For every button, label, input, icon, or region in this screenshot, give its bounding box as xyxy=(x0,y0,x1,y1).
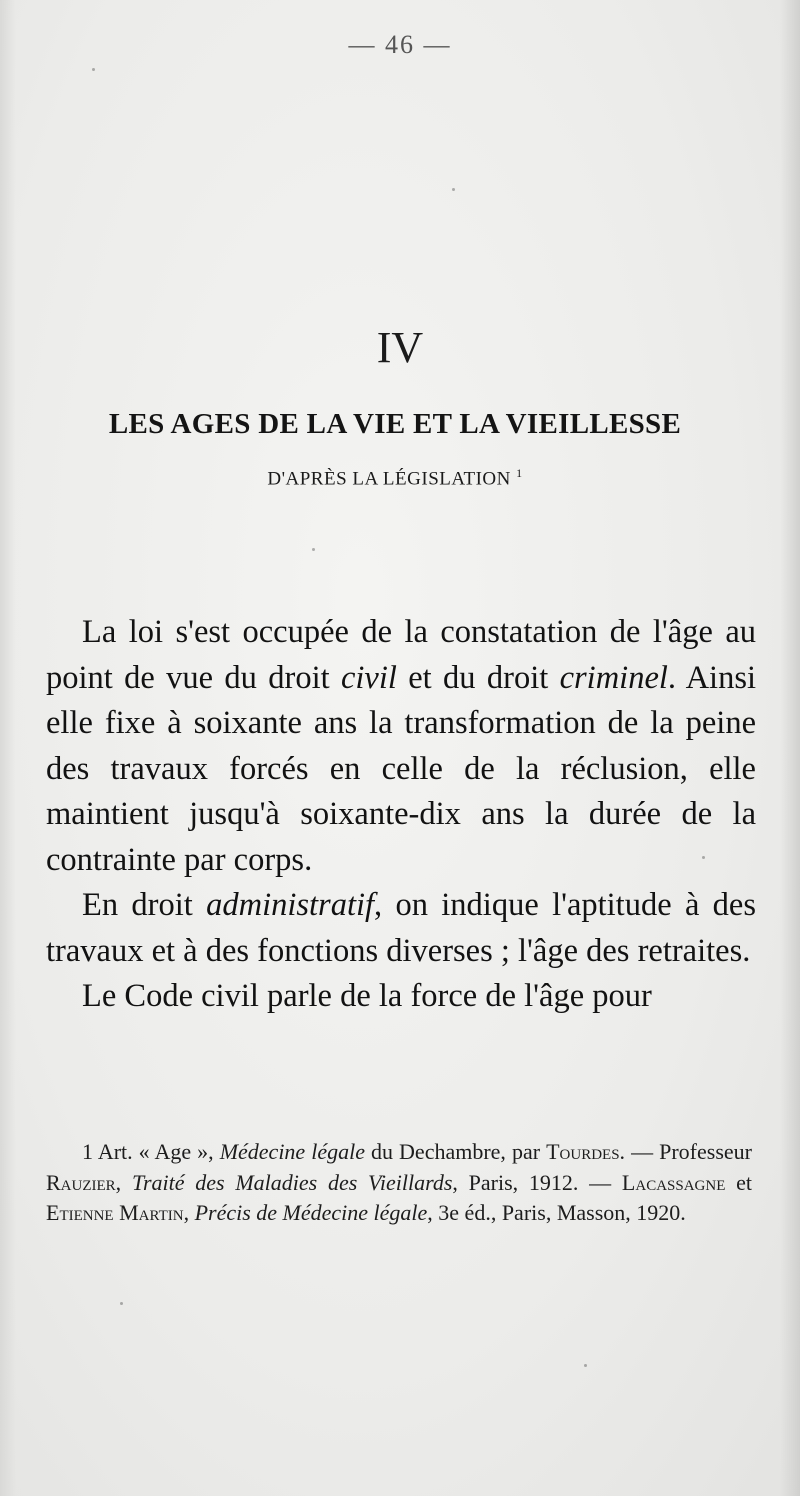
body-paragraph xyxy=(46,610,756,883)
italic-term: civil xyxy=(340,659,397,696)
text-run: . Ainsi elle fixe à soixante ans la transformation de la peine des travaux forcés en celle de la réclusion, elle maintient jusqu'à soixante-dix ans la durée de la contrainte par corps. xyxy=(46,659,756,878)
footnote xyxy=(46,1137,752,1229)
work-title: Médecine légale xyxy=(219,1139,365,1164)
text-run: du Dechambre, par xyxy=(364,1139,547,1164)
body-paragraph xyxy=(46,974,756,1020)
body-text xyxy=(46,610,756,1020)
work-title: Précis de Médecine légale xyxy=(194,1200,428,1225)
author-name: Tourdes xyxy=(546,1139,620,1164)
text-run: 1 Art. « Age », xyxy=(82,1139,220,1164)
text-run: et du droit xyxy=(396,659,560,696)
author-name: Lacassagne xyxy=(621,1169,726,1195)
page-left-shadow xyxy=(0,0,16,1496)
work-title: Traité des Maladies des Vieillards xyxy=(131,1169,453,1195)
italic-term: criminel xyxy=(559,659,668,696)
page-right-shadow xyxy=(780,0,800,1496)
author-name: Etienne Martin xyxy=(46,1200,184,1225)
text-run: Le Code civil parle de la force de l'âge pour xyxy=(82,978,652,1014)
page-number: — 46 — xyxy=(348,30,452,59)
chapter-subtitle xyxy=(40,466,750,490)
footnote-paragraph xyxy=(46,1137,752,1229)
author-name: Rauzier xyxy=(46,1169,116,1195)
text-run: , Paris, 1912. — xyxy=(452,1169,622,1195)
footnote-reference: 1 xyxy=(516,466,523,480)
body-paragraph xyxy=(46,883,756,974)
chapter-title: LES AGES DE LA VIE ET LA VIEILLESSE xyxy=(108,408,682,440)
italic-term: administratif xyxy=(206,887,375,923)
chapter-number: IV xyxy=(376,323,424,372)
text-run: et xyxy=(725,1169,753,1195)
chapter-subtitle-text: D'APRÈS LA LÉGISLATION xyxy=(267,468,511,490)
text-run: , 3e éd., Paris, Masson, 1920. xyxy=(427,1200,686,1225)
text-run: En droit xyxy=(82,887,207,923)
text-run: , on indique l'aptitude à des travaux et à des fonctions diverses ; l'âge des retraites. xyxy=(46,887,756,969)
text-run: , xyxy=(183,1200,195,1225)
text-run: , xyxy=(115,1169,132,1195)
text-run: . — Professeur xyxy=(619,1139,752,1164)
text-run: La loi s'est occupée de la constatation de l'âge au point de vue du droit xyxy=(46,614,756,696)
